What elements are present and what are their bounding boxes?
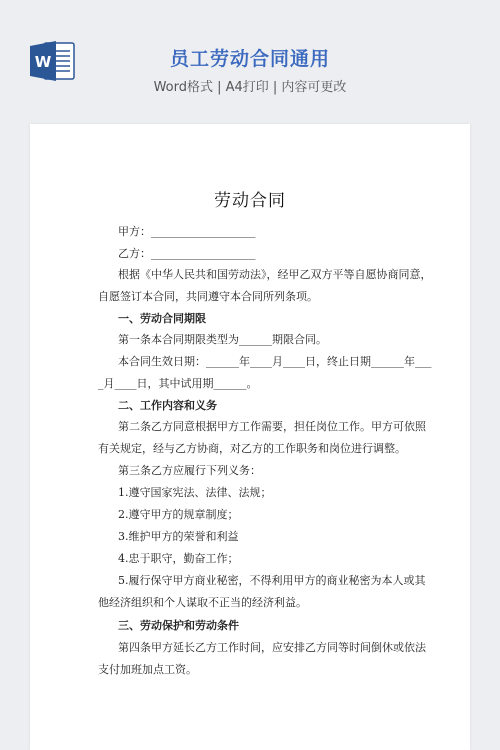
clause-2-line-2: 有关规定，经与乙方协商，对乙方的工作职务和岗位进行调整。 bbox=[98, 442, 406, 455]
clause-1-line: 第一条本合同期限类型为______期限合同。 bbox=[118, 333, 327, 346]
duty-item-5-line-1: 5.履行保守甲方商业秘密，不得利用甲方的商业秘密为本人或其 bbox=[118, 574, 426, 587]
page-subtitle: Word格式 | A4打印 | 内容可更改 bbox=[153, 80, 347, 95]
document-page bbox=[30, 124, 470, 750]
clause-4-line-2: 支付加班加点工资。 bbox=[98, 663, 197, 676]
intro-paragraph-line-2: 自愿签订本合同，共同遵守本合同所列条项。 bbox=[98, 290, 318, 303]
party-a-line: 甲方：___________________ bbox=[118, 225, 256, 238]
duty-item: 1.遵守国家宪法、法律、法规； bbox=[118, 486, 272, 499]
svg-text:W: W bbox=[34, 53, 52, 71]
page-title: 员工劳动合同通用 bbox=[169, 48, 330, 70]
effective-date-line-2: _月____日，其中试用期______。 bbox=[98, 377, 258, 390]
page-header bbox=[0, 0, 500, 118]
party-b-line: 乙方：___________________ bbox=[118, 247, 256, 260]
section-heading-protection: 三、劳动保护和劳动条件 bbox=[118, 619, 239, 632]
effective-date-line-1: 本合同生效日期：______年____月____日，终止日期______年___ bbox=[118, 355, 432, 368]
clause-3-line: 第三条乙方应履行下列义务： bbox=[118, 464, 261, 477]
document-title: 劳动合同 bbox=[214, 191, 286, 211]
section-heading-duties: 二、工作内容和义务 bbox=[118, 399, 217, 412]
intro-paragraph-line-1: 根据《中华人民共和国劳动法》，经甲乙双方平等自愿协商同意， bbox=[118, 268, 432, 281]
duty-item-5-line-2: 他经济组织和个人谋取不正当的经济利益。 bbox=[98, 596, 307, 609]
clause-2-line-1: 第二条乙方同意根据甲方工作需要，担任岗位工作。甲方可依照 bbox=[118, 420, 426, 433]
section-heading-term: 一、劳动合同期限 bbox=[118, 312, 206, 325]
duty-item: 3.维护甲方的荣誉和利益 bbox=[118, 530, 239, 543]
duty-item: 2.遵守甲方的规章制度； bbox=[118, 508, 239, 521]
duty-item: 4.忠于职守，勤奋工作； bbox=[118, 552, 239, 565]
clause-4-line-1: 第四条甲方延长乙方工作时间，应安排乙方同等时间倒休或依法 bbox=[118, 641, 426, 654]
